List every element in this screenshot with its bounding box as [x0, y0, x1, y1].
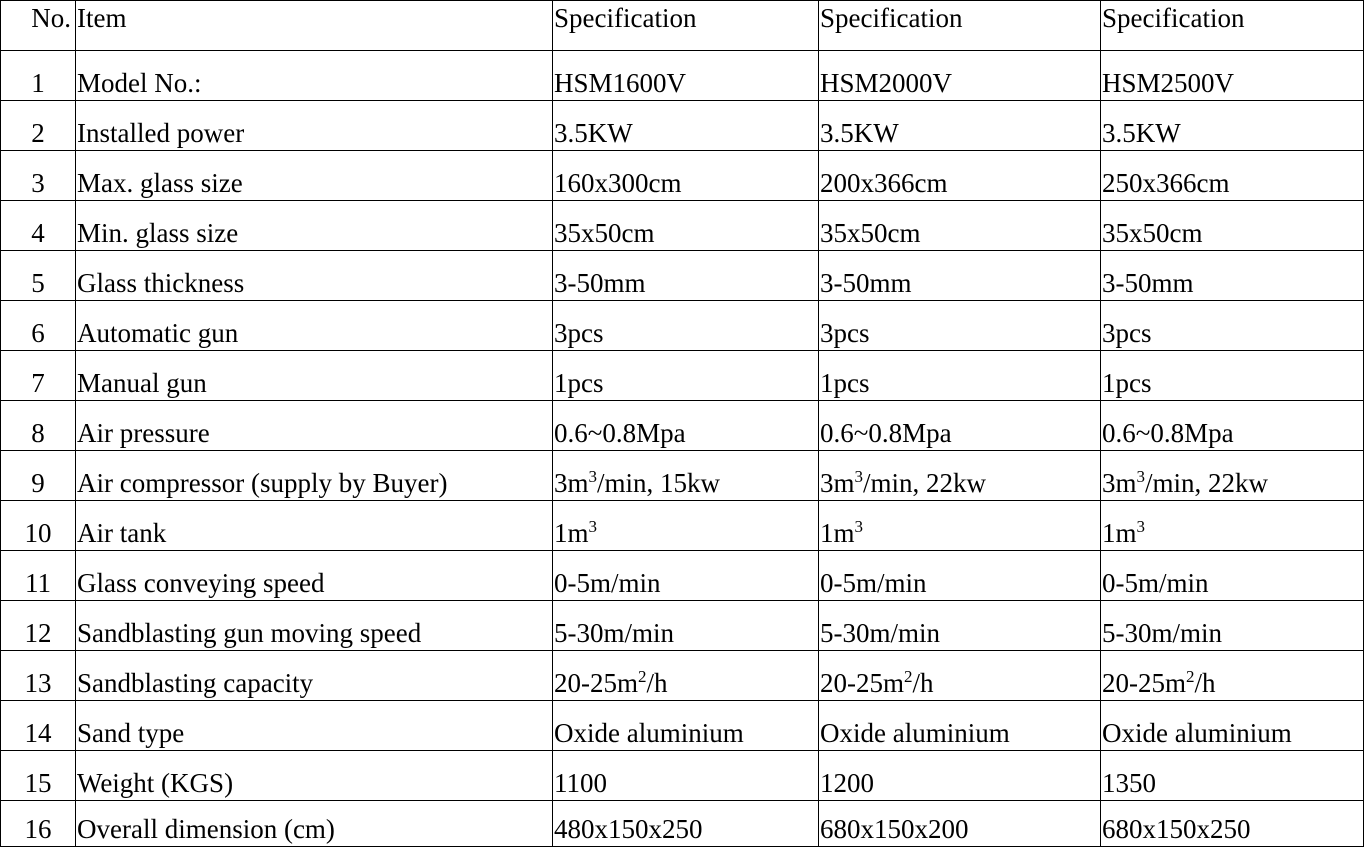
row-number: 5	[1, 251, 76, 301]
row-number: 2	[1, 101, 76, 151]
header-no: No.	[1, 1, 76, 51]
spec-value-1: Oxide aluminium	[553, 701, 819, 751]
table-row	[1, 801, 1364, 847]
item-name: Air pressure	[76, 401, 553, 451]
spec-value-1: 3-50mm	[553, 251, 819, 301]
header-row	[1, 1, 1364, 51]
row-number: 13	[1, 651, 76, 701]
item-name: Air compressor (supply by Buyer)	[76, 451, 553, 501]
value-suffix: /min, 15kw	[597, 468, 721, 498]
spec-value-1: 35x50cm	[553, 201, 819, 251]
value-exponent: 2	[638, 667, 647, 686]
spec-value-1: 0-5m/min	[553, 551, 819, 601]
value-suffix: /min, 22kw	[863, 468, 987, 498]
spec-value-1: HSM1600V	[553, 51, 819, 101]
value-suffix: /min, 22kw	[1145, 468, 1269, 498]
table-row	[1, 501, 1364, 551]
spec-value-2	[819, 651, 1101, 701]
table-row	[1, 101, 1364, 151]
spec-value-2: HSM2000V	[819, 51, 1101, 101]
value-exponent: 3	[854, 467, 864, 486]
table-row	[1, 551, 1364, 601]
spec-value-1: 160x300cm	[553, 151, 819, 201]
spec-value-3: 1350	[1101, 751, 1364, 801]
spec-value-2: Oxide aluminium	[819, 701, 1101, 751]
row-number: 14	[1, 701, 76, 751]
spec-value-1: 0.6~0.8Mpa	[553, 401, 819, 451]
value-base: 3m	[554, 468, 589, 498]
row-number: 10	[1, 501, 76, 551]
value-suffix: /h	[912, 668, 934, 698]
value-suffix: /h	[1194, 668, 1216, 698]
table-row	[1, 401, 1364, 451]
table-row	[1, 301, 1364, 351]
item-name: Automatic gun	[76, 301, 553, 351]
spec-value-3: 3-50mm	[1101, 251, 1364, 301]
value-exponent: 3	[1136, 517, 1146, 536]
item-name: Air tank	[76, 501, 553, 551]
table-row	[1, 151, 1364, 201]
row-number: 1	[1, 51, 76, 101]
value-exponent: 3	[854, 517, 864, 536]
spec-value-1: 5-30m/min	[553, 601, 819, 651]
header-item: Item	[76, 1, 553, 51]
table-row	[1, 651, 1364, 701]
spec-value-1	[553, 451, 819, 501]
spec-value-2: 1200	[819, 751, 1101, 801]
item-name: Sandblasting gun moving speed	[76, 601, 553, 651]
spec-value-3: 3pcs	[1101, 301, 1364, 351]
table-row	[1, 351, 1364, 401]
spec-value-1	[553, 651, 819, 701]
value-base: 20-25m	[554, 668, 638, 698]
table-row	[1, 601, 1364, 651]
row-number: 7	[1, 351, 76, 401]
value-exponent: 3	[1136, 467, 1146, 486]
spec-value-3: 5-30m/min	[1101, 601, 1364, 651]
spec-value-3	[1101, 451, 1364, 501]
value-base: 1m	[554, 518, 589, 548]
spec-table-body	[1, 51, 1364, 847]
value-base: 3m	[1102, 468, 1137, 498]
spec-value-3: Oxide aluminium	[1101, 701, 1364, 751]
spec-value-1: 3pcs	[553, 301, 819, 351]
spec-value-2	[819, 451, 1101, 501]
spec-value-3: 0.6~0.8Mpa	[1101, 401, 1364, 451]
item-name: Glass thickness	[76, 251, 553, 301]
row-number: 6	[1, 301, 76, 351]
spec-value-3	[1101, 651, 1364, 701]
spec-value-1: 1pcs	[553, 351, 819, 401]
spec-value-2: 0-5m/min	[819, 551, 1101, 601]
row-number: 3	[1, 151, 76, 201]
row-number: 15	[1, 751, 76, 801]
table-row	[1, 251, 1364, 301]
spec-value-3: HSM2500V	[1101, 51, 1364, 101]
spec-value-3: 0-5m/min	[1101, 551, 1364, 601]
item-name: Manual gun	[76, 351, 553, 401]
spec-value-3: 35x50cm	[1101, 201, 1364, 251]
spec-value-2: 1pcs	[819, 351, 1101, 401]
spec-value-3: 3.5KW	[1101, 101, 1364, 151]
spec-value-2: 0.6~0.8Mpa	[819, 401, 1101, 451]
value-base: 1m	[820, 518, 855, 548]
value-exponent: 2	[1186, 667, 1195, 686]
row-number: 9	[1, 451, 76, 501]
row-number: 16	[1, 801, 76, 847]
spec-value-1: 1100	[553, 751, 819, 801]
row-number: 12	[1, 601, 76, 651]
item-name: Model No.:	[76, 51, 553, 101]
item-name: Installed power	[76, 101, 553, 151]
item-name: Sandblasting capacity	[76, 651, 553, 701]
table-row	[1, 751, 1364, 801]
item-name: Max. glass size	[76, 151, 553, 201]
value-exponent: 2	[904, 667, 913, 686]
value-base: 3m	[820, 468, 855, 498]
table-row	[1, 201, 1364, 251]
spec-value-2: 3.5KW	[819, 101, 1101, 151]
spec-value-2: 3pcs	[819, 301, 1101, 351]
item-name: Glass conveying speed	[76, 551, 553, 601]
header-spec-2: Specification	[819, 1, 1101, 51]
table-row	[1, 51, 1364, 101]
table-row	[1, 451, 1364, 501]
item-name: Min. glass size	[76, 201, 553, 251]
table-row	[1, 701, 1364, 751]
spec-value-3: 250x366cm	[1101, 151, 1364, 201]
spec-value-2	[819, 501, 1101, 551]
spec-value-2: 35x50cm	[819, 201, 1101, 251]
spec-value-3	[1101, 501, 1364, 551]
spec-value-3: 1pcs	[1101, 351, 1364, 401]
value-exponent: 3	[588, 467, 598, 486]
header-spec-1: Specification	[553, 1, 819, 51]
value-suffix: /h	[646, 668, 668, 698]
spec-value-2: 5-30m/min	[819, 601, 1101, 651]
item-name: Weight (KGS)	[76, 751, 553, 801]
row-number: 4	[1, 201, 76, 251]
spec-value-1: 480x150x250	[553, 801, 819, 847]
spec-value-2: 680x150x200	[819, 801, 1101, 847]
row-number: 11	[1, 551, 76, 601]
spec-value-1: 3.5KW	[553, 101, 819, 151]
value-exponent: 3	[588, 517, 598, 536]
item-name: Overall dimension (cm)	[76, 801, 553, 847]
value-base: 20-25m	[820, 668, 904, 698]
spec-value-3: 680x150x250	[1101, 801, 1364, 847]
value-base: 20-25m	[1102, 668, 1186, 698]
spec-value-1	[553, 501, 819, 551]
value-base: 1m	[1102, 518, 1137, 548]
row-number: 8	[1, 401, 76, 451]
spec-value-2: 200x366cm	[819, 151, 1101, 201]
item-name: Sand type	[76, 701, 553, 751]
header-spec-3: Specification	[1101, 1, 1364, 51]
spec-value-2: 3-50mm	[819, 251, 1101, 301]
